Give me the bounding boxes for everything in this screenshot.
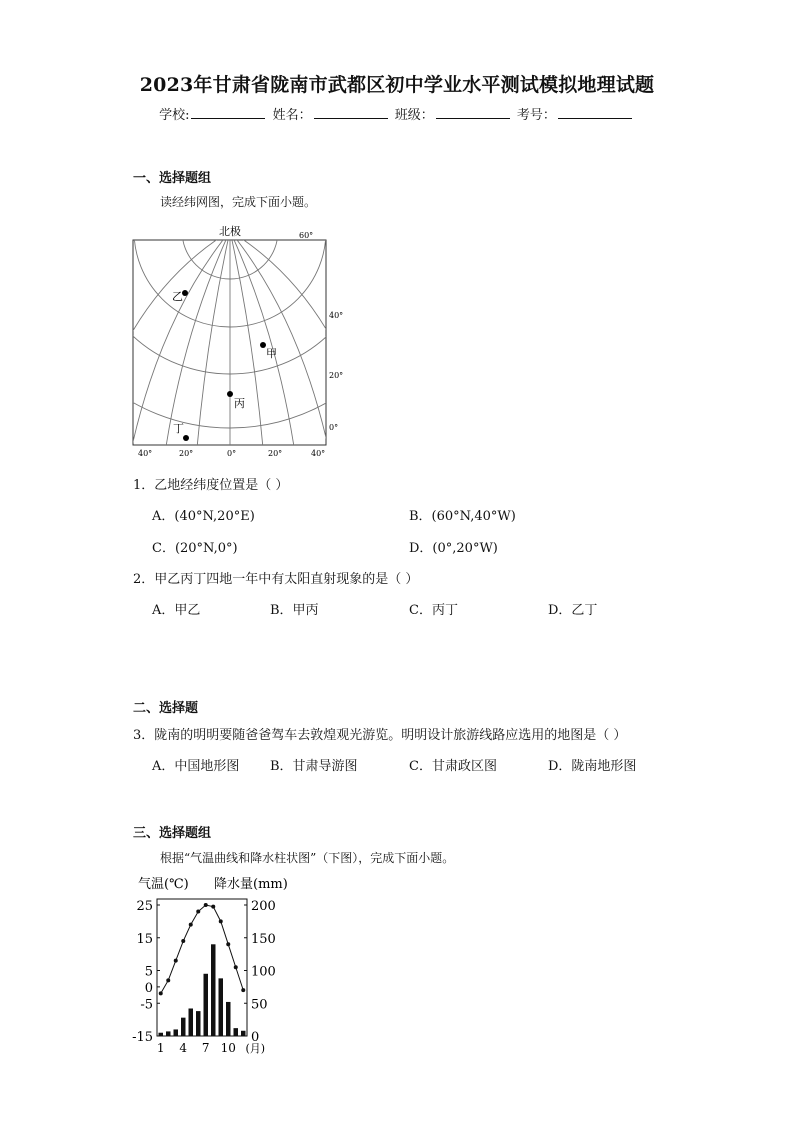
temperature-point	[211, 905, 215, 909]
temperature-point	[159, 991, 163, 995]
question-3-stem: 3．陇南的明明要随爸爸驾车去敦煌观光游览。明明设计旅游线路应选用的地图是（ ）	[133, 728, 627, 743]
q1-option-b[interactable]: B．(60°N,40°W)	[409, 509, 516, 524]
section2-heading: 二、选择题	[133, 701, 199, 716]
left-tick-label: -5	[140, 997, 153, 1013]
class-label: 班级：	[394, 108, 434, 123]
name-label: 姓名：	[272, 108, 312, 123]
temperature-point	[196, 910, 200, 914]
temperature-point	[219, 919, 223, 923]
precipitation-bar	[196, 1011, 201, 1036]
precipitation-bar	[226, 1002, 231, 1036]
climate-chart	[128, 872, 308, 1062]
point-bing-label: 丙	[234, 397, 245, 410]
q2-option-d[interactable]: D．乙丁	[548, 603, 598, 618]
class-blank[interactable]	[436, 106, 510, 119]
point-jia-label: 甲	[266, 347, 277, 360]
precipitation-bar	[174, 1029, 179, 1036]
q2-option-a[interactable]: A．甲乙	[152, 603, 201, 618]
point-ding-label: 丁	[173, 422, 184, 435]
month-tick-label: 7	[201, 1041, 210, 1055]
right-axis-label: 降水量(mm)	[214, 877, 288, 892]
q1-option-c[interactable]: C．(20°N,0°)	[152, 541, 238, 556]
q2-option-c[interactable]: C．丙丁	[409, 603, 458, 618]
lon-label-20e: 20°	[268, 449, 283, 458]
name-blank[interactable]	[314, 106, 388, 119]
left-tick-label: -15	[132, 1030, 153, 1045]
school-blank[interactable]	[191, 106, 265, 119]
question-1-stem: 1．乙地经纬度位置是（ ）	[133, 478, 289, 493]
lat-label-0: 0°	[329, 423, 339, 432]
right-tick-label: 0	[251, 1030, 260, 1045]
lat-label-20: 20°	[329, 371, 344, 380]
right-tick-label: 150	[251, 931, 276, 947]
right-tick-label: 100	[251, 964, 276, 980]
month-tick-label: 4	[179, 1041, 188, 1055]
lat-label-40: 40°	[329, 311, 344, 320]
question-2-stem: 2．甲乙丙丁四地一年中有太阳直射现象的是（ ）	[133, 572, 419, 587]
temperature-point	[166, 978, 170, 982]
q3-option-d[interactable]: D．陇南地形图	[548, 759, 637, 774]
precipitation-bar	[166, 1031, 171, 1036]
section1-intro: 读经纬网图，完成下面小题。	[160, 195, 317, 209]
precipitation-bar	[181, 1018, 186, 1036]
month-tick-label: 10	[220, 1041, 236, 1055]
page-title: 2023年甘肃省陇南市武都区初中学业水平测试模拟地理试题	[139, 74, 655, 96]
temperature-point	[189, 923, 193, 927]
right-tick-label: 50	[251, 997, 268, 1013]
month-unit-label: (月)	[245, 1042, 266, 1055]
temperature-point	[226, 942, 230, 946]
point-yi-label: 乙	[172, 290, 183, 303]
q1-option-a[interactable]: A．(40°N,20°E)	[152, 509, 255, 524]
point-ding	[183, 435, 189, 441]
school-label: 学校:	[159, 108, 190, 123]
section3-intro: 根据“气温曲线和降水柱状图”（下图），完成下面小题。	[160, 851, 455, 865]
temperature-point	[181, 939, 185, 943]
q3-option-b[interactable]: B．甘肃导游图	[270, 759, 358, 774]
lon-label-20w: 20°	[179, 449, 194, 458]
precipitation-bar	[234, 1028, 239, 1036]
temperature-point	[204, 903, 208, 907]
section3-heading: 三、选择题组	[133, 826, 212, 841]
graticule-map	[126, 220, 358, 460]
left-tick-label: 0	[144, 980, 153, 996]
temperature-line	[161, 905, 244, 993]
temperature-point	[241, 988, 245, 992]
left-tick-label: 25	[136, 899, 153, 914]
temperature-point	[234, 965, 238, 969]
left-tick-label: 5	[144, 964, 153, 980]
student-info-line	[0, 104, 794, 123]
pole-label: 北极	[219, 225, 241, 238]
left-tick-label: 15	[136, 931, 153, 947]
plot-frame	[157, 899, 247, 1036]
number-blank[interactable]	[558, 106, 632, 119]
q3-option-a[interactable]: A．中国地形图	[152, 759, 240, 774]
lat-label-60: 60°	[299, 231, 314, 240]
q1-option-d[interactable]: D．(0°,20°W)	[409, 541, 498, 556]
precipitation-bar	[241, 1031, 246, 1036]
precipitation-bar	[204, 974, 209, 1036]
precipitation-bar	[219, 978, 224, 1036]
month-tick-label: 1	[156, 1041, 165, 1055]
precipitation-bar	[211, 944, 216, 1036]
lon-label-0: 0°	[227, 449, 237, 458]
precipitation-bar	[159, 1033, 164, 1036]
right-tick-label: 200	[251, 899, 276, 914]
section1-heading: 一、选择题组	[133, 171, 212, 186]
point-bing	[227, 391, 233, 397]
precipitation-bar	[189, 1008, 194, 1036]
q3-option-c[interactable]: C．甘肃政区图	[409, 759, 497, 774]
left-axis-label: 气温(℃)	[138, 877, 189, 892]
number-label: 考号：	[516, 108, 556, 123]
q2-option-b[interactable]: B．甲丙	[270, 603, 319, 618]
temperature-point	[174, 959, 178, 963]
lon-label-40e: 40°	[311, 449, 326, 458]
lon-label-40w: 40°	[138, 449, 153, 458]
